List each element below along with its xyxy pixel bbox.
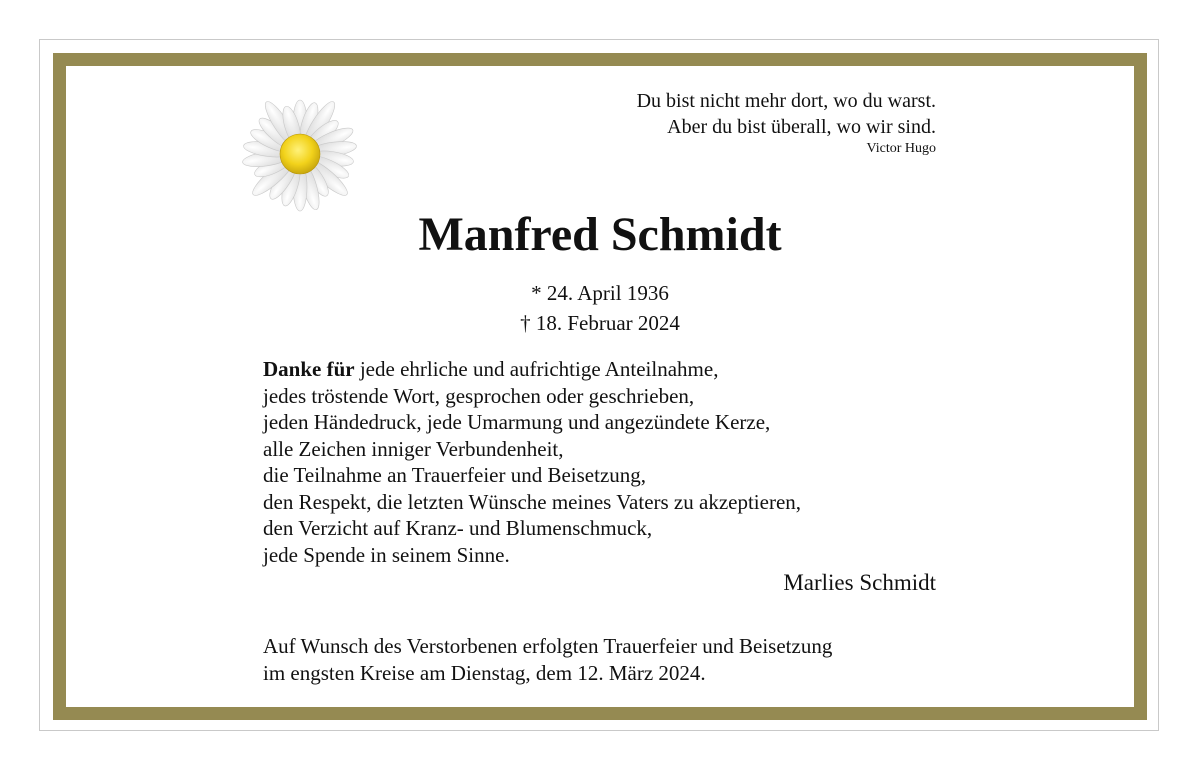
- notice-line-1: Auf Wunsch des Verstorbenen erfolgten Trauerfeier und Beisetzung: [263, 634, 833, 658]
- birth-date: * 24. April 1936: [531, 281, 669, 305]
- thanks-line: jedes tröstende Wort, gesprochen oder geschrieben,: [263, 383, 695, 408]
- thanks-line: [263, 356, 801, 383]
- daisy-flower-icon: [230, 96, 370, 220]
- thanks-lead: Danke für: [263, 357, 355, 381]
- thanks-line: jede Spende in seinem Sinne.: [263, 542, 510, 567]
- life-dates: [0, 278, 1200, 338]
- thanks-line: den Respekt, die letzten Wünsche meines Vaters zu akzeptieren,: [263, 489, 802, 514]
- deceased-name: Manfred Schmidt: [418, 208, 782, 261]
- quote-author: Victor Hugo: [866, 141, 936, 156]
- thanks-line: die Teilnahme an Trauerfeier und Beisetzung,: [263, 463, 647, 487]
- thanks-first-rest: jede ehrliche und aufrichtige Anteilnahme,: [354, 357, 719, 381]
- signature: Marlies Schmidt: [783, 570, 936, 595]
- thanks-line: alle Zeichen inniger Verbundenheit,: [263, 436, 564, 461]
- quote-line-1: Du bist nicht mehr dort, wo du warst.: [636, 90, 936, 112]
- notice-line-2: im engsten Kreise am Dienstag, dem 12. März 2024.: [263, 661, 706, 685]
- thanks-text: [263, 356, 801, 568]
- funeral-notice: [263, 633, 832, 687]
- quote-line-2: Aber du bist überall, wo wir sind.: [667, 116, 936, 138]
- thanks-line: den Verzicht auf Kranz- und Blumenschmuck,: [263, 516, 653, 540]
- thanks-line: jeden Händedruck, jede Umarmung und angezündete Kerze,: [263, 410, 771, 434]
- death-date: † 18. Februar 2024: [520, 311, 680, 335]
- quote-block: [637, 88, 936, 158]
